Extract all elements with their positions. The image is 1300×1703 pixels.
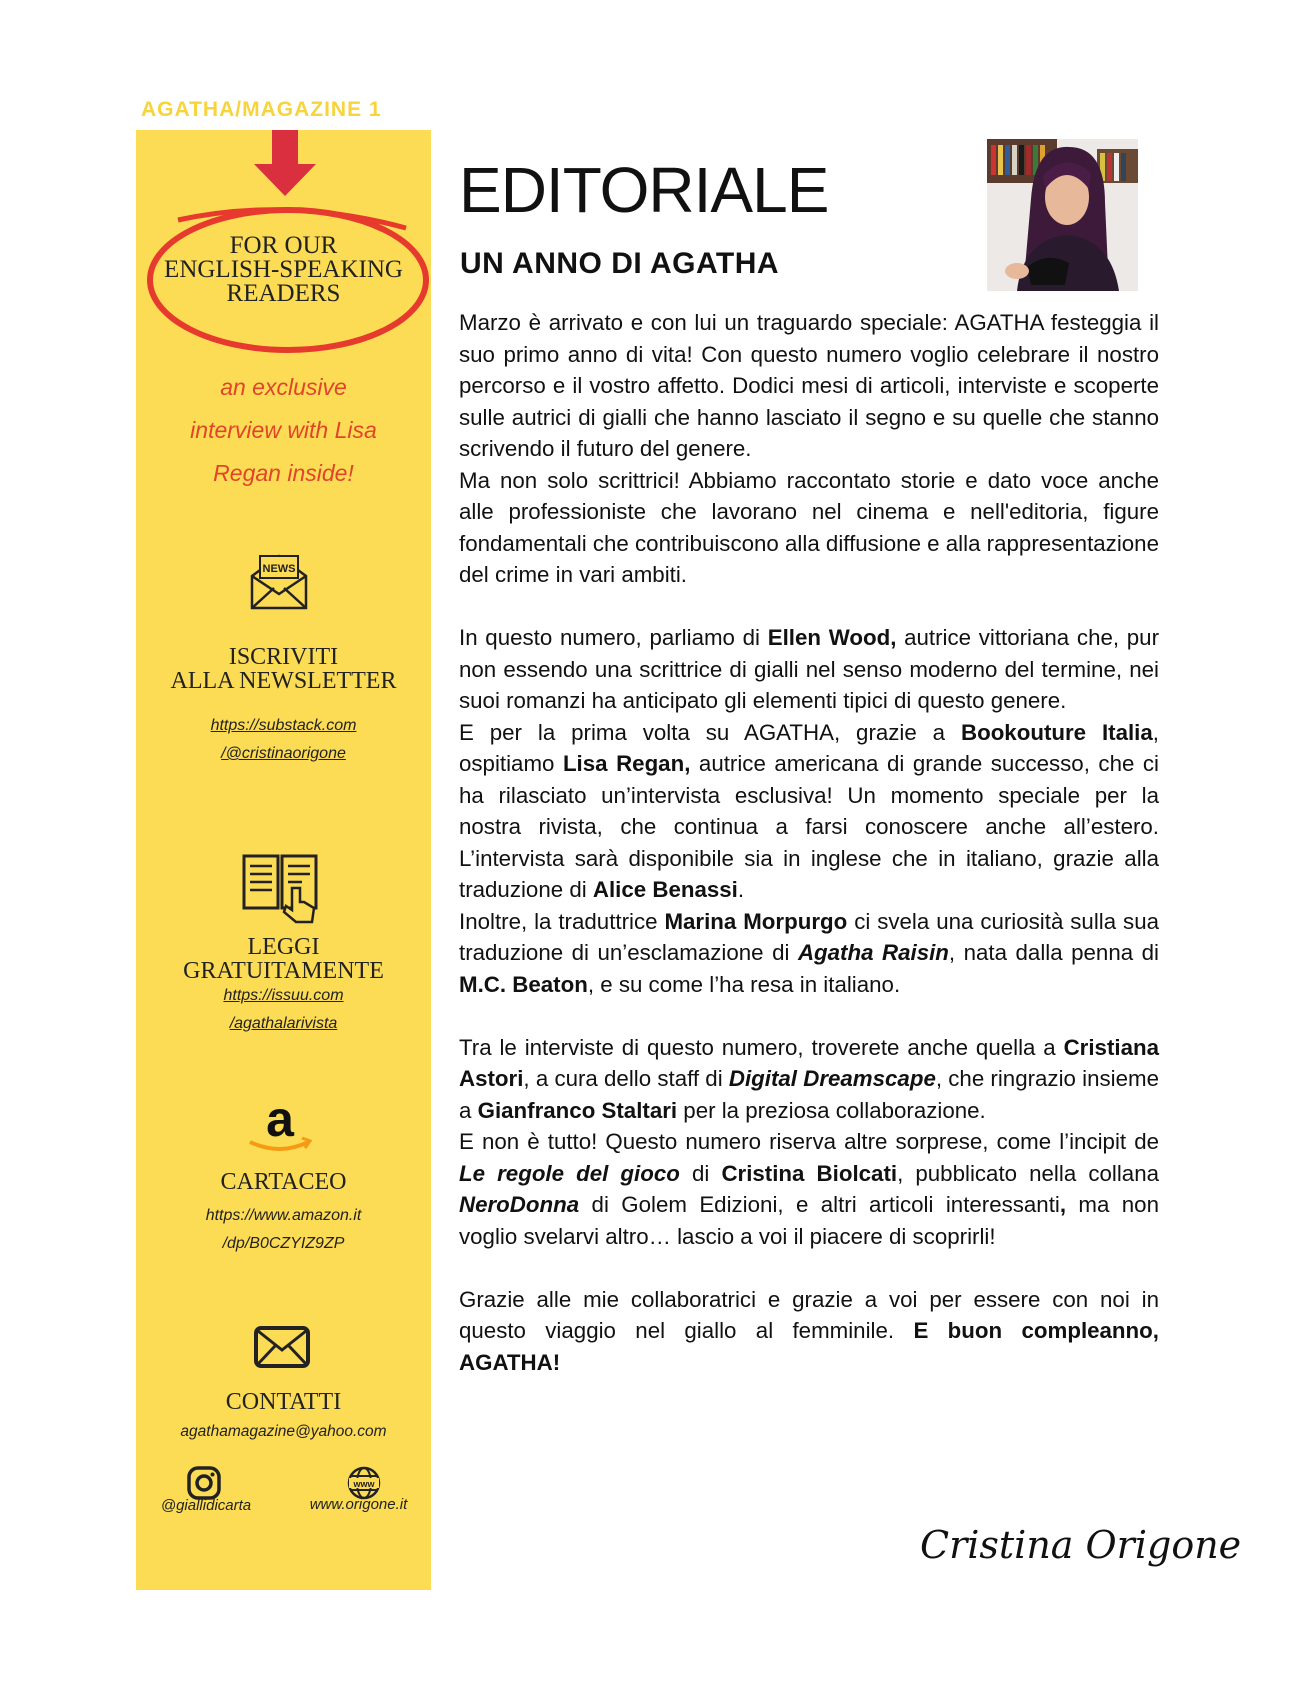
author-photo <box>987 139 1138 291</box>
article-title: EDITORIALE <box>459 154 829 226</box>
book-pointer-icon <box>240 852 322 924</box>
article-body <box>459 307 1159 1378</box>
read-free-heading: LEGGI GRATUITAMENTE <box>183 934 384 984</box>
paragraph: Tra le interviste di questo numero, troverete anche quella a Cristiana Astori, a cura dello staff di Digital Dreamscape, che ringrazio insieme a Gianfranco Staltari per la preziosa collaborazione. <box>459 1034 1159 1123</box>
magazine-label: AGATHA/MAGAZINE 1 <box>141 98 382 121</box>
amazon-logo-icon <box>242 1091 318 1156</box>
svg-text:Cristina Origone: Cristina Origone <box>920 1523 1242 1567</box>
print-heading: CARTACEO <box>220 1169 347 1195</box>
paragraph: E non è tutto! Questo numero riserva altre sorprese, come l’incipit de Le regole del gioco di Cristina Biolcati, pubblicato nella collana NeroDonna di Golem Edizioni, e altri articoli interessanti, ma non voglio svelarvi altro… lascio a voi il piacere di scoprirli! <box>459 1129 1159 1249</box>
instagram-handle[interactable]: @giallidicarta <box>160 1497 252 1514</box>
contact-email[interactable]: agathamagazine@yahoo.com <box>180 1423 387 1440</box>
paragraph: E per la prima volta su AGATHA, grazie a Bookouture Italia, ospitiamo Lisa Regan, autrice americana di grande successo, che ci ha rilasciato un’intervista esclusiva! Un momento speciale per la nostra rivista, che continua a farsi conoscere anche all’estero. L’intervista sarà disponibile sia in inglese che in italiano, grazie alla traduzione di Alice Benassi. <box>459 719 1159 902</box>
contacts-heading: CONTATTI <box>225 1389 342 1415</box>
paragraph: In questo numero, parliamo di Ellen Wood, autrice vittoriana che, pur non essendo una scrittrice di gialli nel senso moderno del termine, nei suoi romanzi ha anticipato gli elementi tipici di questo genere. <box>459 625 1159 713</box>
newsletter-link[interactable]: https://substack.com /@cristinaorigone <box>210 717 357 762</box>
read-free-link[interactable]: https://issuu.com /agathalarivista <box>223 987 344 1032</box>
news-envelope-icon <box>248 550 310 612</box>
newsletter-heading: ISCRIVITI ALLA NEWSLETTER <box>170 644 397 694</box>
print-link[interactable]: https://www.amazon.it /dp/B0CZYIZ9ZP <box>205 1207 362 1252</box>
down-arrow-icon <box>250 130 320 198</box>
paragraph: Marzo è arrivato e con lui un traguardo speciale: AGATHA festeggia il suo primo anno di vita! Con questo numero voglio celebrare il nostro percorso e il vostro affetto. Dodici mesi di articoli, interviste e scoperte sulle autrici di gialli che hanno lasciato il segno e su quelle che stanno scrivendo il futuro del genere. <box>459 310 1159 461</box>
globe-icon-text: www <box>353 1479 375 1489</box>
news-icon-text: NEWS <box>262 563 296 575</box>
amazon-logo-letter: a <box>266 1091 294 1147</box>
paragraph: Ma non solo scrittrici! Abbiamo raccontato storie e dato voce anche alle professioniste che lavorano nel cinema e nell'editoria, figure fondamentali che contribuiscono alla diffusione e alla rappresentazione del crime in vari ambiti. <box>459 467 1159 587</box>
promo-title: FOR OUR ENGLISH-SPEAKING READERS <box>164 232 403 307</box>
promo-subtitle: an exclusive interview with Lisa Regan inside! <box>190 374 377 486</box>
author-signature <box>910 1510 1242 1580</box>
sidebar <box>136 130 431 1590</box>
website-link[interactable]: www.origone.it <box>309 1496 408 1513</box>
paragraph: Inoltre, la traduttrice Marina Morpurgo ci svela una curiosità sulla sua traduzione di un’esclamazione di Agatha Raisin, nata dalla penna di M.C. Beaton, e su come l’ha resa in italiano. <box>459 908 1159 997</box>
article-subtitle: UN ANNO DI AGATHA <box>460 247 780 280</box>
mail-icon <box>254 1326 310 1368</box>
paragraph: Grazie alle mie collaboratrici e grazie a voi per essere con noi in questo viaggio nel giallo al femminile. E buon compleanno, AGATHA! <box>459 1286 1159 1375</box>
